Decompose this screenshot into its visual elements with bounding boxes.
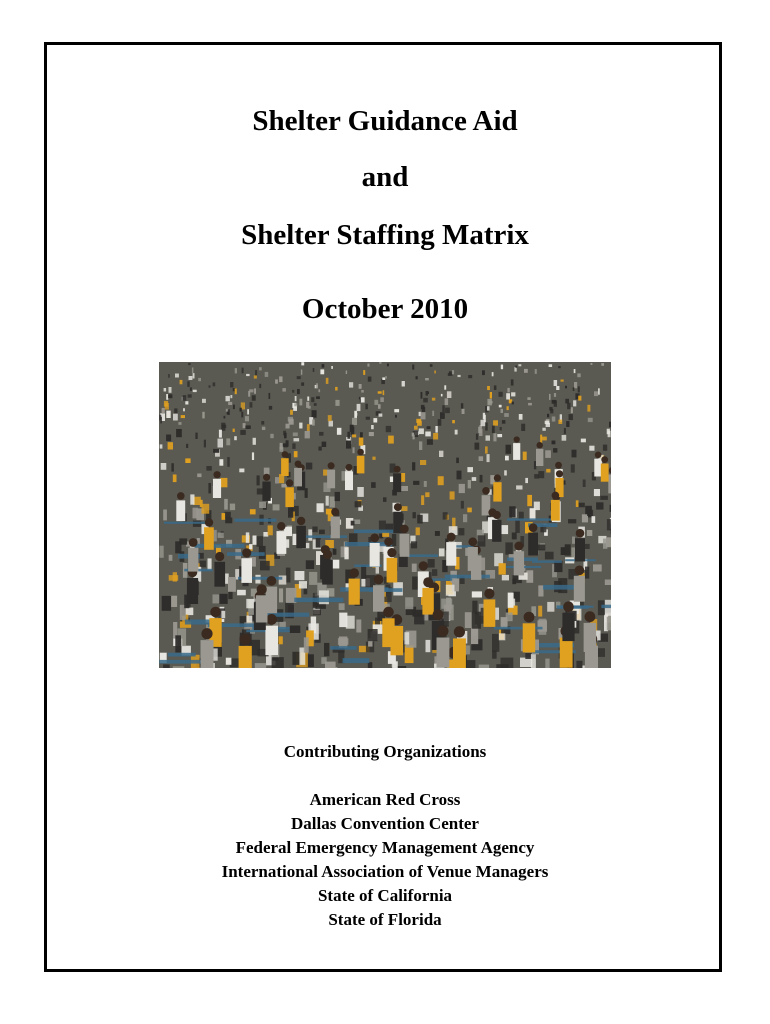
shelter-photo	[159, 362, 611, 668]
document-date: October 2010	[301, 293, 469, 325]
organization-item: Federal Emergency Management Agency	[235, 838, 535, 857]
organization-list	[0, 788, 770, 932]
organization-item: State of California	[317, 886, 453, 905]
crowded-shelter-photo-icon	[159, 362, 611, 668]
organization-item: American Red Cross	[309, 790, 461, 809]
contributors-heading: Contributing Organizations	[283, 742, 487, 761]
organization-item: Dallas Convention Center	[291, 814, 479, 833]
organization-item: International Association of Venue Managers	[221, 862, 549, 881]
document-subtitle: Shelter Staffing Matrix	[241, 219, 529, 251]
document-title: Shelter Guidance Aid	[252, 105, 518, 137]
title-conjunction: and	[361, 161, 409, 193]
organization-item: State of Florida	[328, 910, 442, 929]
